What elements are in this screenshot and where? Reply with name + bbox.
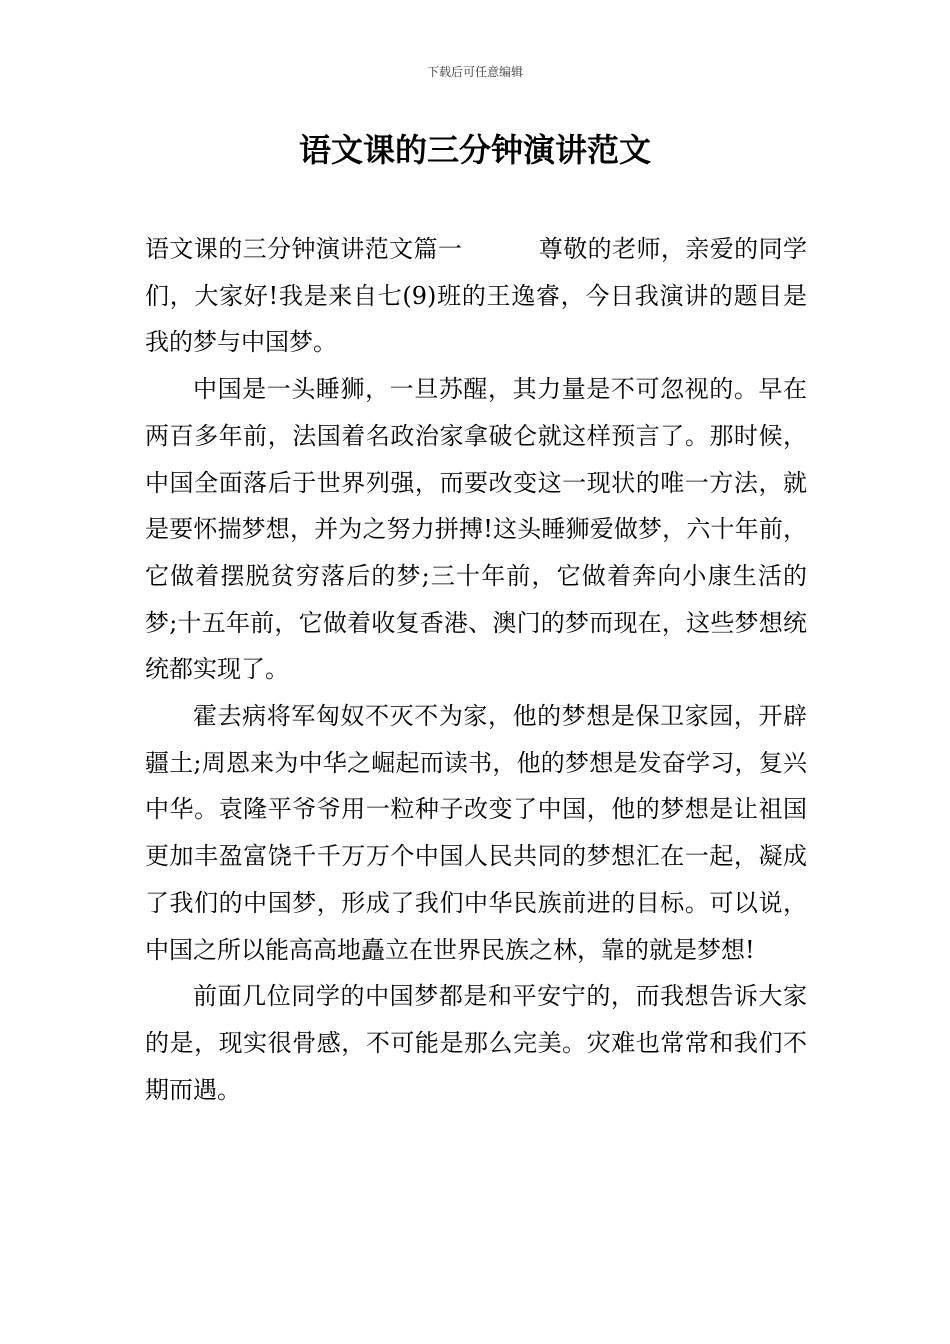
paragraph-2: 霍去病将军匈奴不灭不为家，他的梦想是保卫家园，开辟疆土;周恩来为中华之崛起而读书，他的梦想是发奋学习，复兴中华。袁隆平爷爷用一粒种子改变了中国，他的梦想是让祖国更加丰盈富饶千千万万个中国人民共同的梦想汇在一起，凝成了我们的中国梦，形成了我们中华民族前进的目标。可以说，中国之所以能高高地矗立在世界民族之林，靠的就是梦想! [145,702,807,964]
intro-heading: 语文课的三分钟演讲范文篇一 [145,235,463,263]
document-body [145,226,807,1113]
paragraph-3: 前面几位同学的中国梦都是和平安宁的，而我想告诉大家的是，现实很骨感，不可能是那么完美。灾难也常常和我们不期而遇。 [145,982,807,1104]
document-title: 语文课的三分钟演讲范文 [298,131,651,169]
paragraph-1: 中国是一头睡狮，一旦苏醒，其力量是不可忽视的。早在两百多年前，法国着名政治家拿破仑就这样预言了。那时候，中国全面落后于世界列强，而要改变这一现状的唯一方法，就是要怀揣梦想，并为之努力拼搏!这头睡狮爱做梦，六十年前，它做着摆脱贫穷落后的梦;三十年前，它做着奔向小康生活的梦;十五年前，它做着收复香港、澳门的梦而现在，这些梦想统统都实现了。 [145,375,807,684]
header-note: 下载后可任意编辑 [426,65,523,79]
intro-paragraph [145,226,807,366]
intro-text: 尊敬的老师，亲爱的同学们，大家好!我是来自七(9)班的王逸睿，今日我演讲的题目是我的梦与中国梦。 [145,235,808,357]
